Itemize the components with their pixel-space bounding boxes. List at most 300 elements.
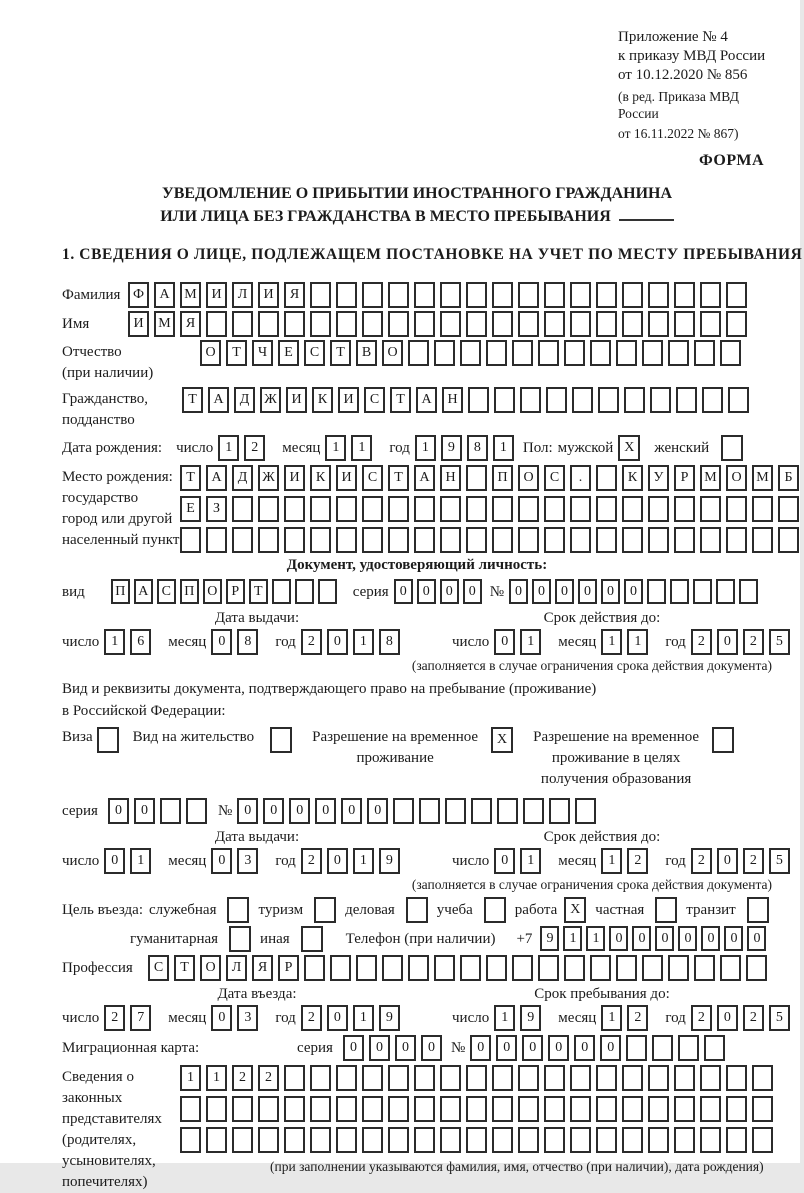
char-box[interactable]: 0 [496,1035,517,1061]
purpose-humanitarian-checkbox[interactable] [229,926,251,952]
char-box[interactable] [570,496,591,522]
char-box[interactable] [232,1127,253,1153]
char-box[interactable]: С [364,387,385,413]
residence-permit-checkbox[interactable] [270,727,292,753]
char-box[interactable] [622,1096,643,1122]
char-box[interactable] [538,340,559,366]
char-box[interactable] [440,1127,461,1153]
char-box[interactable]: 1 [494,1005,515,1031]
char-box[interactable] [518,282,539,308]
char-box[interactable] [700,1065,721,1091]
char-box[interactable]: 0 [421,1035,442,1061]
purpose-official-checkbox[interactable] [227,897,249,923]
char-box[interactable] [466,311,487,337]
char-box[interactable] [739,579,758,604]
char-box[interactable]: О [382,340,403,366]
char-box[interactable] [648,1065,669,1091]
char-box[interactable] [778,527,799,553]
char-box[interactable] [466,1096,487,1122]
char-box[interactable] [336,1096,357,1122]
char-box[interactable]: Т [174,955,195,981]
char-box[interactable]: 0 [463,579,482,604]
char-box[interactable]: 0 [327,1005,348,1031]
char-box[interactable]: 8 [379,629,400,655]
char-box[interactable]: Р [226,579,245,604]
char-box[interactable]: Р [674,465,695,491]
char-box[interactable]: Т [390,387,411,413]
purpose-work-checkbox[interactable]: X [564,897,586,923]
char-box[interactable]: К [312,387,333,413]
char-box[interactable]: Д [232,465,253,491]
purpose-private-checkbox[interactable] [655,897,677,923]
char-box[interactable]: 2 [691,848,712,874]
char-box[interactable] [284,1065,305,1091]
char-box[interactable]: Ф [128,282,149,308]
char-box[interactable] [590,340,611,366]
char-box[interactable]: 1 [493,435,514,461]
char-box[interactable]: 0 [655,926,674,951]
char-box[interactable] [362,1096,383,1122]
char-box[interactable] [668,340,689,366]
char-box[interactable] [419,798,440,824]
char-box[interactable] [726,496,747,522]
char-box[interactable]: О [518,465,539,491]
char-box[interactable]: 0 [509,579,528,604]
char-box[interactable]: С [362,465,383,491]
char-box[interactable]: 1 [351,435,372,461]
char-box[interactable] [362,527,383,553]
char-box[interactable] [616,340,637,366]
char-box[interactable] [471,798,492,824]
char-box[interactable] [622,311,643,337]
char-box[interactable]: Д [234,387,255,413]
char-box[interactable] [752,496,773,522]
char-box[interactable]: Я [180,311,201,337]
char-box[interactable]: Н [442,387,463,413]
char-box[interactable]: 2 [627,848,648,874]
char-box[interactable] [642,340,663,366]
char-box[interactable] [518,1096,539,1122]
char-box[interactable] [670,579,689,604]
char-box[interactable] [570,282,591,308]
char-box[interactable]: 0 [315,798,336,824]
char-box[interactable] [258,496,279,522]
char-box[interactable] [674,496,695,522]
char-box[interactable] [518,527,539,553]
char-box[interactable] [408,340,429,366]
char-box[interactable] [674,311,695,337]
char-box[interactable] [284,1127,305,1153]
char-box[interactable]: 0 [601,579,620,604]
char-box[interactable] [362,311,383,337]
char-box[interactable]: 0 [289,798,310,824]
char-box[interactable] [668,955,689,981]
char-box[interactable]: 9 [540,926,559,951]
char-box[interactable]: И [206,282,227,308]
char-box[interactable]: Т [388,465,409,491]
char-box[interactable] [694,340,715,366]
char-box[interactable]: П [180,579,199,604]
char-box[interactable] [232,527,253,553]
char-box[interactable] [408,955,429,981]
char-box[interactable] [702,387,723,413]
char-box[interactable] [440,282,461,308]
char-box[interactable] [382,955,403,981]
char-box[interactable]: Т [330,340,351,366]
char-box[interactable]: 1 [520,629,541,655]
char-box[interactable] [466,465,487,491]
char-box[interactable]: 2 [743,629,764,655]
char-box[interactable]: 1 [325,435,346,461]
char-box[interactable]: Ч [252,340,273,366]
char-box[interactable] [570,1096,591,1122]
char-box[interactable] [206,1127,227,1153]
char-box[interactable] [647,579,666,604]
char-box[interactable]: 2 [691,1005,712,1031]
char-box[interactable] [575,798,596,824]
char-box[interactable]: 0 [555,579,574,604]
purpose-tourism-checkbox[interactable] [314,897,336,923]
char-box[interactable]: С [157,579,176,604]
char-box[interactable] [590,955,611,981]
char-box[interactable]: О [726,465,747,491]
char-box[interactable] [304,955,325,981]
char-box[interactable] [693,579,712,604]
char-box[interactable] [622,1127,643,1153]
char-box[interactable]: 9 [379,1005,400,1031]
char-box[interactable]: Е [278,340,299,366]
char-box[interactable]: 2 [743,848,764,874]
char-box[interactable] [549,798,570,824]
char-box[interactable] [310,311,331,337]
char-box[interactable]: 1 [601,848,622,874]
char-box[interactable]: 0 [701,926,720,951]
char-box[interactable] [518,1065,539,1091]
char-box[interactable]: А [206,465,227,491]
char-box[interactable] [466,1127,487,1153]
char-box[interactable] [414,1096,435,1122]
char-box[interactable] [544,496,565,522]
char-box[interactable]: А [208,387,229,413]
char-box[interactable]: П [492,465,513,491]
temp-residence-checkbox[interactable]: X [491,727,513,753]
char-box[interactable]: 2 [627,1005,648,1031]
char-box[interactable]: 0 [369,1035,390,1061]
char-box[interactable] [310,282,331,308]
char-box[interactable] [284,1096,305,1122]
char-box[interactable] [330,955,351,981]
char-box[interactable] [624,387,645,413]
char-box[interactable] [726,311,747,337]
char-box[interactable] [440,311,461,337]
char-box[interactable]: 9 [520,1005,541,1031]
char-box[interactable]: 0 [394,579,413,604]
char-box[interactable] [596,311,617,337]
char-box[interactable]: 0 [578,579,597,604]
char-box[interactable] [388,1127,409,1153]
char-box[interactable]: 0 [632,926,651,951]
char-box[interactable] [440,1096,461,1122]
gender-male-checkbox[interactable]: X [618,435,640,461]
char-box[interactable]: 2 [301,1005,322,1031]
char-box[interactable] [726,1127,747,1153]
char-box[interactable]: Ж [258,465,279,491]
char-box[interactable]: 2 [743,1005,764,1031]
char-box[interactable] [622,1065,643,1091]
char-box[interactable] [336,1127,357,1153]
char-box[interactable] [258,1127,279,1153]
char-box[interactable] [518,311,539,337]
char-box[interactable]: И [286,387,307,413]
char-box[interactable]: 0 [211,1005,232,1031]
char-box[interactable] [544,282,565,308]
char-box[interactable] [414,1127,435,1153]
char-box[interactable]: 0 [341,798,362,824]
char-box[interactable] [596,496,617,522]
char-box[interactable] [414,496,435,522]
char-box[interactable] [414,1065,435,1091]
char-box[interactable] [520,387,541,413]
char-box[interactable]: И [128,311,149,337]
char-box[interactable] [186,798,207,824]
char-box[interactable] [518,1127,539,1153]
char-box[interactable]: 5 [769,1005,790,1031]
char-box[interactable] [336,496,357,522]
char-box[interactable]: 3 [237,848,258,874]
char-box[interactable] [544,1127,565,1153]
char-box[interactable] [598,387,619,413]
char-box[interactable] [160,798,181,824]
char-box[interactable] [336,282,357,308]
char-box[interactable]: 0 [440,579,459,604]
char-box[interactable]: 8 [237,629,258,655]
char-box[interactable] [180,1096,201,1122]
char-box[interactable] [752,527,773,553]
char-box[interactable] [284,496,305,522]
char-box[interactable]: С [148,955,169,981]
char-box[interactable]: . [570,465,591,491]
char-box[interactable] [716,579,735,604]
char-box[interactable]: 0 [600,1035,621,1061]
char-box[interactable] [492,1065,513,1091]
char-box[interactable] [704,1035,725,1061]
char-box[interactable] [700,1096,721,1122]
char-box[interactable]: М [752,465,773,491]
char-box[interactable] [466,1065,487,1091]
char-box[interactable] [728,387,749,413]
char-box[interactable]: 2 [691,629,712,655]
char-box[interactable] [388,527,409,553]
char-box[interactable]: Ж [260,387,281,413]
char-box[interactable] [206,527,227,553]
char-box[interactable]: В [356,340,377,366]
char-box[interactable] [648,1096,669,1122]
char-box[interactable]: 0 [108,798,129,824]
char-box[interactable] [336,311,357,337]
char-box[interactable]: 1 [520,848,541,874]
char-box[interactable]: К [622,465,643,491]
char-box[interactable] [492,282,513,308]
char-box[interactable] [570,527,591,553]
char-box[interactable] [752,1096,773,1122]
char-box[interactable]: 2 [104,1005,125,1031]
char-box[interactable]: 1 [415,435,436,461]
char-box[interactable] [518,496,539,522]
char-box[interactable]: 0 [211,848,232,874]
char-box[interactable] [570,311,591,337]
char-box[interactable]: А [154,282,175,308]
char-box[interactable]: О [203,579,222,604]
char-box[interactable]: С [304,340,325,366]
char-box[interactable]: Е [180,496,201,522]
char-box[interactable] [206,1096,227,1122]
char-box[interactable]: Я [284,282,305,308]
char-box[interactable] [272,579,291,604]
char-box[interactable]: 0 [609,926,628,951]
char-box[interactable] [642,955,663,981]
purpose-business-checkbox[interactable] [406,897,428,923]
char-box[interactable] [492,1127,513,1153]
char-box[interactable]: И [338,387,359,413]
char-box[interactable] [258,311,279,337]
char-box[interactable] [362,1127,383,1153]
char-box[interactable] [440,1065,461,1091]
char-box[interactable]: 0 [548,1035,569,1061]
char-box[interactable] [460,955,481,981]
char-box[interactable] [570,1127,591,1153]
char-box[interactable]: 0 [717,848,738,874]
char-box[interactable] [434,340,455,366]
char-box[interactable] [648,282,669,308]
char-box[interactable] [752,1065,773,1091]
char-box[interactable] [674,1065,695,1091]
char-box[interactable]: 1 [104,629,125,655]
char-box[interactable]: 1 [218,435,239,461]
char-box[interactable]: 0 [134,798,155,824]
char-box[interactable]: О [200,955,221,981]
char-box[interactable] [652,1035,673,1061]
char-box[interactable] [596,282,617,308]
char-box[interactable]: 5 [769,848,790,874]
char-box[interactable] [778,496,799,522]
char-box[interactable]: 0 [263,798,284,824]
char-box[interactable] [284,527,305,553]
char-box[interactable]: И [336,465,357,491]
char-box[interactable]: А [134,579,153,604]
char-box[interactable]: А [414,465,435,491]
char-box[interactable] [700,1127,721,1153]
char-box[interactable] [466,527,487,553]
char-box[interactable] [596,465,617,491]
char-box[interactable] [336,1065,357,1091]
char-box[interactable] [362,282,383,308]
char-box[interactable]: Я [252,955,273,981]
char-box[interactable] [414,311,435,337]
char-box[interactable]: Л [232,282,253,308]
char-box[interactable] [700,496,721,522]
char-box[interactable] [388,282,409,308]
char-box[interactable]: 0 [327,848,348,874]
char-box[interactable] [674,527,695,553]
char-box[interactable]: П [111,579,130,604]
char-box[interactable] [356,955,377,981]
char-box[interactable]: 2 [258,1065,279,1091]
char-box[interactable]: Р [278,955,299,981]
char-box[interactable] [258,527,279,553]
char-box[interactable]: 9 [441,435,462,461]
char-box[interactable] [232,496,253,522]
char-box[interactable]: 0 [574,1035,595,1061]
char-box[interactable]: М [154,311,175,337]
char-box[interactable]: У [648,465,669,491]
char-box[interactable]: 0 [494,629,515,655]
char-box[interactable] [544,1065,565,1091]
char-box[interactable] [180,527,201,553]
char-box[interactable]: 0 [367,798,388,824]
char-box[interactable] [318,579,337,604]
char-box[interactable]: 0 [470,1035,491,1061]
char-box[interactable] [622,496,643,522]
char-box[interactable]: 1 [563,926,582,951]
char-box[interactable] [726,282,747,308]
char-box[interactable] [596,527,617,553]
char-box[interactable]: 2 [244,435,265,461]
char-box[interactable] [674,1096,695,1122]
char-box[interactable] [616,955,637,981]
char-box[interactable]: 1 [353,848,374,874]
char-box[interactable] [310,527,331,553]
char-box[interactable]: А [416,387,437,413]
char-box[interactable] [434,955,455,981]
char-box[interactable]: 1 [601,629,622,655]
char-box[interactable] [648,1127,669,1153]
char-box[interactable] [674,1127,695,1153]
char-box[interactable] [622,527,643,553]
char-box[interactable] [310,1127,331,1153]
char-box[interactable]: К [310,465,331,491]
char-box[interactable] [726,527,747,553]
char-box[interactable] [440,496,461,522]
char-box[interactable]: 8 [467,435,488,461]
char-box[interactable] [700,282,721,308]
char-box[interactable] [700,311,721,337]
char-box[interactable]: 1 [130,848,151,874]
char-box[interactable]: 0 [522,1035,543,1061]
char-box[interactable] [362,1065,383,1091]
char-box[interactable] [648,496,669,522]
char-box[interactable]: 0 [494,848,515,874]
char-box[interactable] [336,527,357,553]
char-box[interactable] [284,311,305,337]
char-box[interactable] [546,387,567,413]
char-box[interactable]: 0 [624,579,643,604]
char-box[interactable] [678,1035,699,1061]
char-box[interactable]: Б [778,465,799,491]
char-box[interactable]: 0 [327,629,348,655]
char-box[interactable]: 0 [343,1035,364,1061]
char-box[interactable]: 0 [717,1005,738,1031]
char-box[interactable]: 0 [237,798,258,824]
char-box[interactable] [388,311,409,337]
char-box[interactable] [726,1096,747,1122]
char-box[interactable]: 0 [104,848,125,874]
char-box[interactable]: 9 [379,848,400,874]
char-box[interactable] [700,527,721,553]
char-box[interactable]: 1 [627,629,648,655]
char-box[interactable]: И [284,465,305,491]
char-box[interactable] [650,387,671,413]
char-box[interactable] [572,387,593,413]
